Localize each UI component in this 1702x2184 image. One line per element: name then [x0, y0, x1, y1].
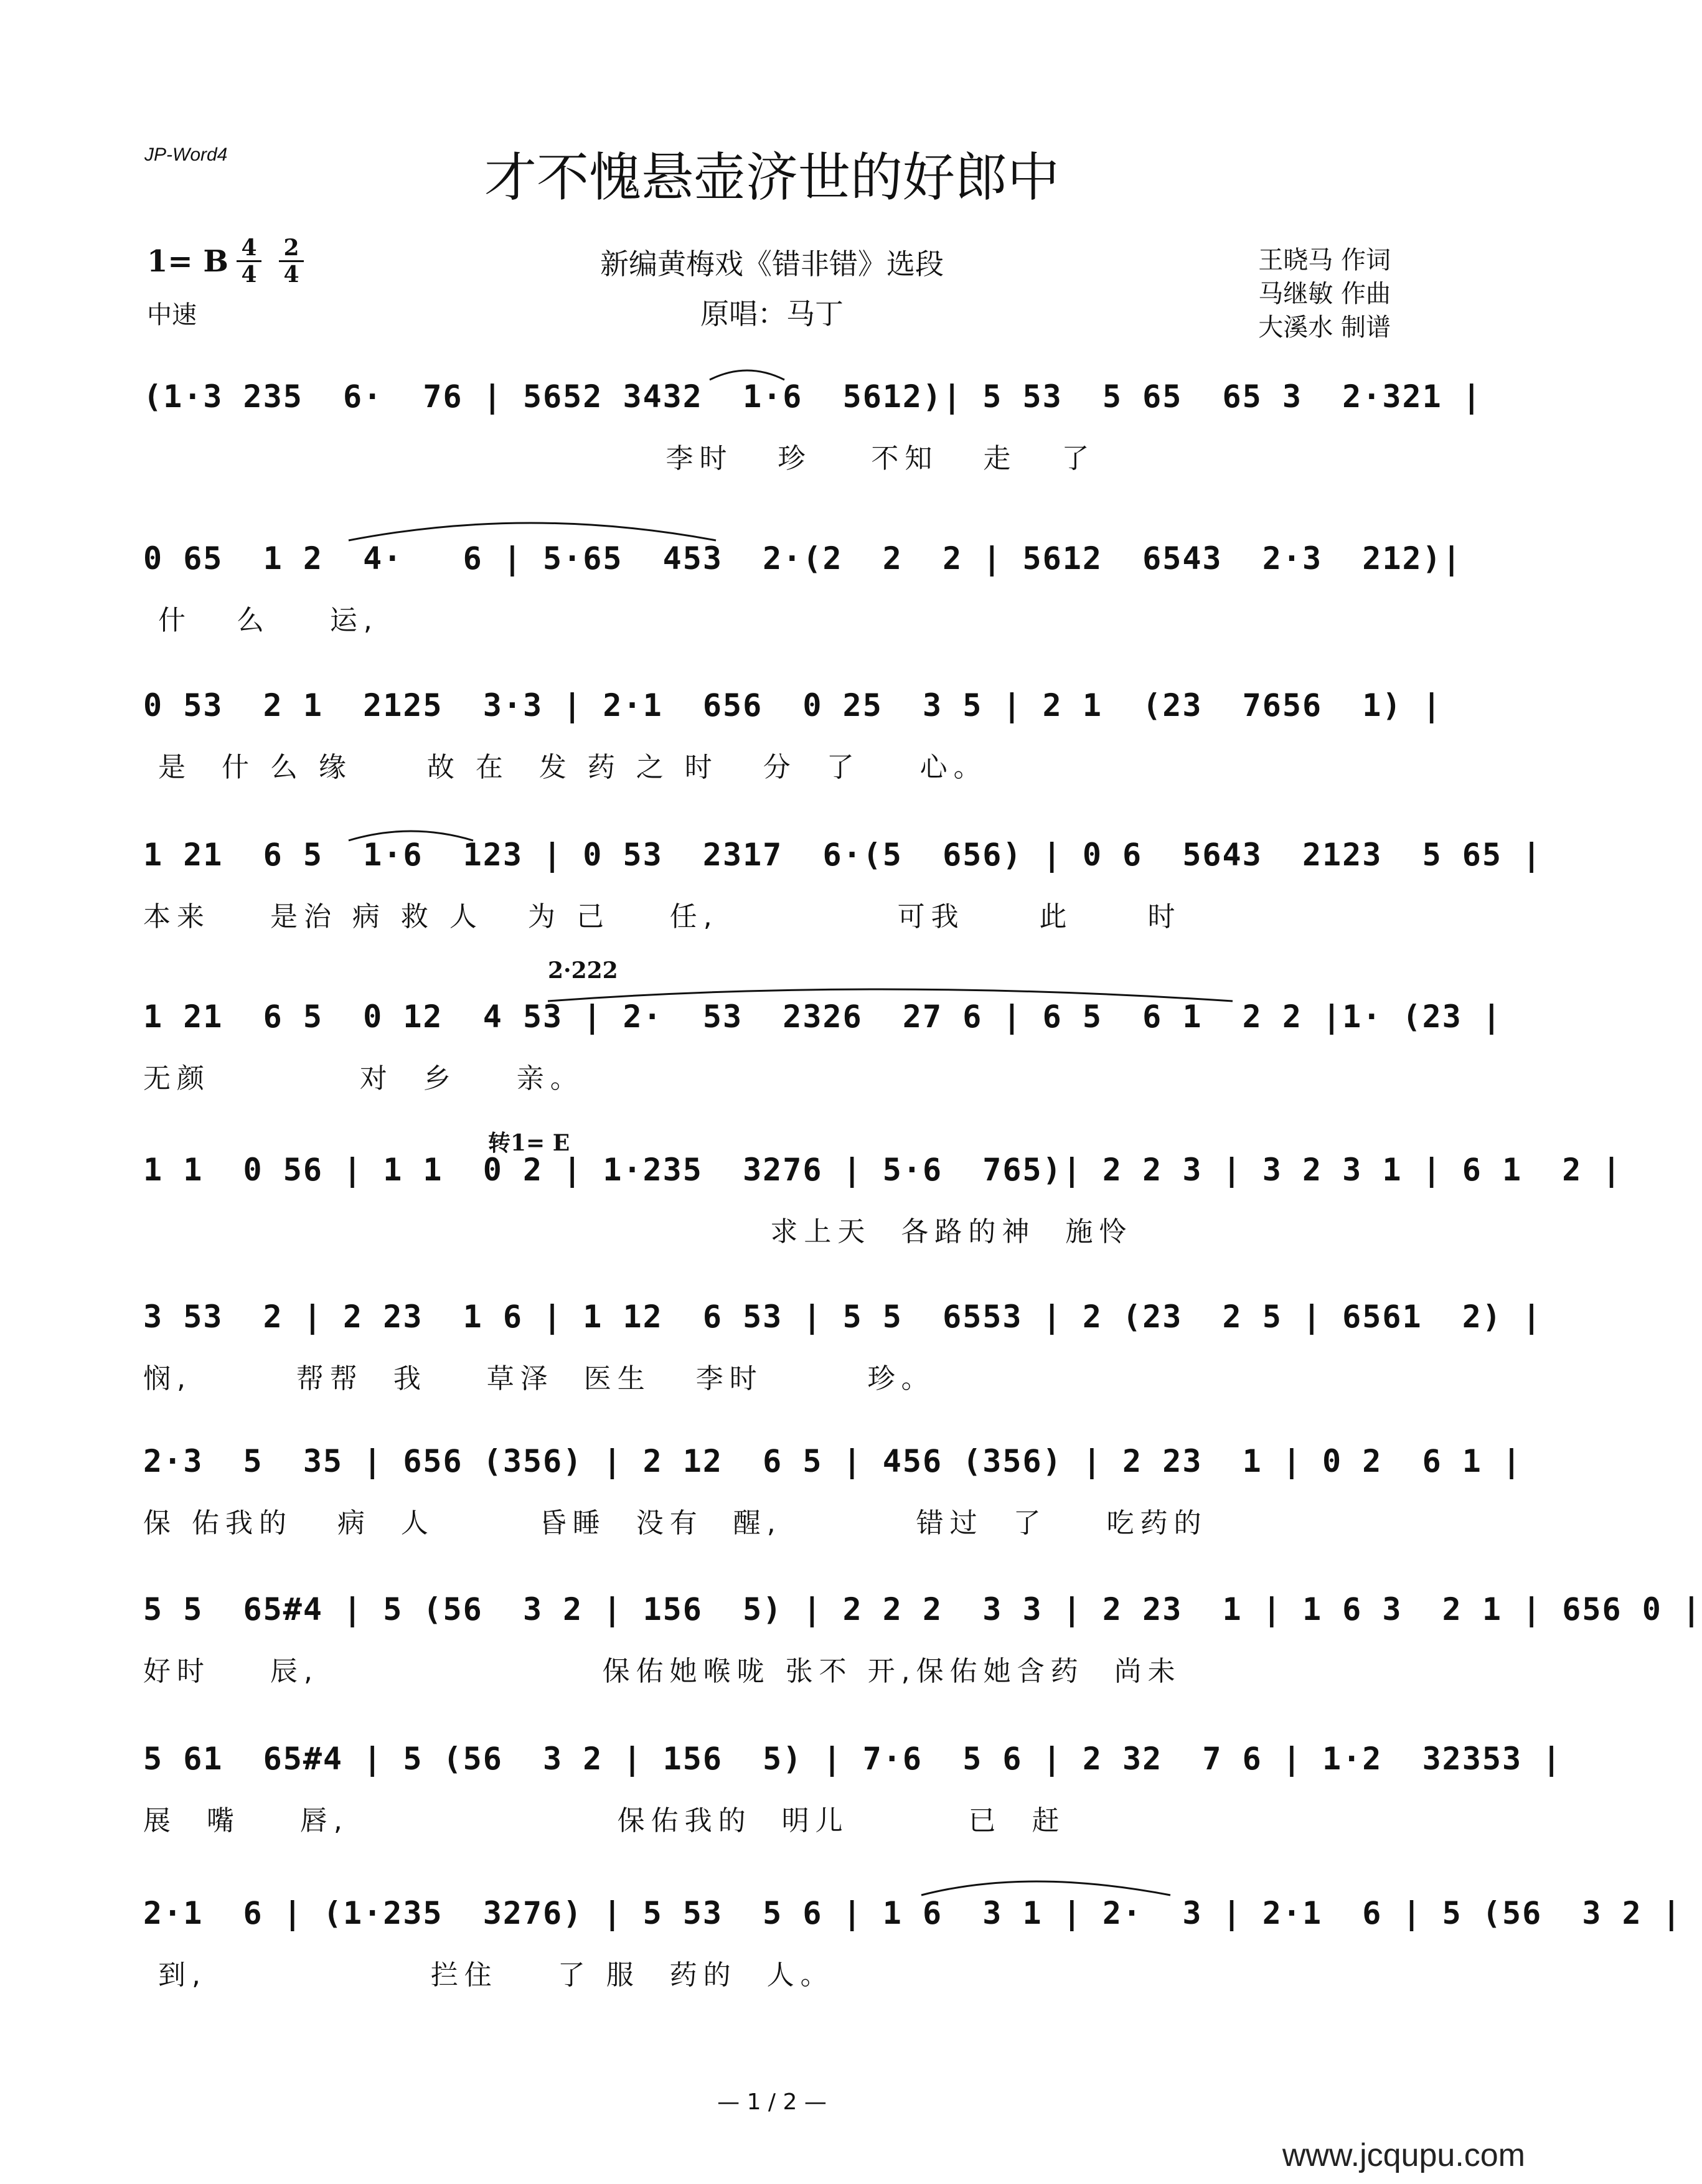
- slur-arc: [710, 370, 784, 380]
- lyrics-line: 悯, 帮帮 我 草泽 医生 李时 珍。: [143, 1363, 935, 1395]
- slur-arc: [349, 831, 473, 840]
- notation-line: 2·3 5 35 | 656 (356) | 2 12 6 5 | 456 (356) | 2 23 1 | 0 2 6 1 |: [143, 1443, 1523, 1479]
- subtitle: 新编黄梅戏《错非错》选段: [600, 247, 944, 281]
- notation-line: 5 5 65#4 | 5 (56 3 2 | 156 5) | 2 2 2 3 3 | 2 23 1 | 1 6 3 2 1 | 656 0 |: [143, 1591, 1702, 1627]
- lyrics-line: 李时 珍 不知 走 了: [143, 443, 1096, 474]
- tempo-marking: 中速: [147, 301, 197, 329]
- lyrics-line: 本来 是治 病 救 人 为 己 任, 可我 此 时: [143, 901, 1182, 933]
- credit-transcriber: 大溪水 制谱: [1258, 313, 1391, 342]
- slur-arc: [921, 1881, 1170, 1895]
- lyrics-line: 什 么 运,: [143, 605, 378, 636]
- time-signature-4-4: 4 4: [237, 237, 261, 286]
- notation-line: (1·3 235 6· 76 | 5652 3432 1·6 5612)| 5 53 5 65 65 3 2·321 |: [143, 379, 1482, 415]
- page-number: — 1 / 2 —: [717, 2089, 827, 2115]
- notation-line: 0 53 2 1 2125 3·3 | 2·1 656 0 25 3 5 | 2 1 (23 7656 1) |: [143, 687, 1442, 723]
- lyrics-line: 是 什 么 缘 故 在 发 药 之 时 分 了 心。: [143, 751, 987, 783]
- notation-line: 5 61 65#4 | 5 (56 3 2 | 156 5) | 7·6 5 6 | 2 32 7 6 | 1·2 32353 |: [143, 1741, 1563, 1777]
- time-signature-2-4: 2 4: [279, 237, 304, 286]
- notation-line: 3 53 2 | 2 23 1 6 | 1 12 6 53 | 5 5 6553 | 2 (23 2 5 | 6561 2) |: [143, 1299, 1543, 1335]
- credit-lyricist: 王晓马 作词: [1258, 246, 1391, 275]
- credit-composer: 马继敏 作曲: [1258, 280, 1391, 308]
- original-singer: 原唱：马丁: [700, 297, 844, 331]
- notation-line: 2·1 6 | (1·235 3276) | 5 53 5 6 | 1 6 3 1 | 2· 3 | 2·1 6 | 5 (56 3 2 |: [143, 1895, 1682, 1931]
- lyrics-line: 好时 辰, 保佑她喉咙 张不 开,保佑她含药 尚未: [143, 1655, 1182, 1687]
- slur-arc: [349, 523, 716, 540]
- notation-line: 1 1 0 56 | 1 1 0 2 | 1·235 3276 | 5·6 765)| 2 2 3 | 3 2 3 1 | 6 1 2 |: [143, 1152, 1622, 1188]
- notation-line: 1 21 6 5 1·6 123 | 0 53 2317 6·(5 656) | 0 6 5643 2123 5 65 |: [143, 837, 1543, 873]
- lyrics-line: 求上天 各路的神 施怜: [143, 1216, 1133, 1248]
- lyrics-line: 保 佑我的 病 人 昏睡 没有 醒, 错过 了 吃药的: [143, 1507, 1208, 1539]
- site-watermark: www.jcqupu.com: [1282, 2137, 1525, 2173]
- grace-note-mark: 2·222: [548, 958, 618, 984]
- lyrics-line: 展 嘴 唇, 保佑我的 明儿 已 赶: [143, 1805, 1066, 1837]
- lyrics-line: 无颜 对 乡 亲。: [143, 1063, 584, 1094]
- software-label: JP-Word4: [144, 144, 228, 165]
- modulation-mark: 转1= E: [488, 1130, 570, 1156]
- lyrics-line: 到, 拦住 了 服 药的 人。: [143, 1959, 834, 1991]
- notation-line: 0 65 1 2 4· 6 | 5·65 453 2·(2 2 2 | 5612 6543 2·3 212)|: [143, 540, 1462, 577]
- key-signature: 1= B: [147, 244, 228, 279]
- slur-arc: [548, 989, 1233, 1001]
- page-title: 才不愧悬壶济世的好郎中: [484, 147, 1060, 208]
- notation-line: 1 21 6 5 0 12 4 53 | 2· 53 2326 27 6 | 6 5 6 1 2 2 |1· (23 |: [143, 999, 1502, 1035]
